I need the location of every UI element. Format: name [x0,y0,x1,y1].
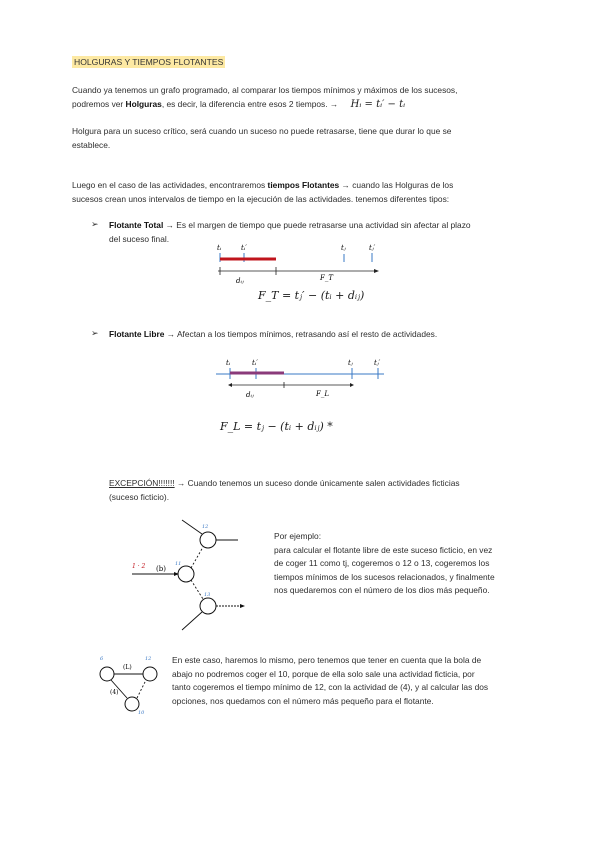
paragraph-line: sucesos crean unos intervalos de tiempo en la ejecución de las actividades. tenemos diferentes tipos: [72,193,450,204]
label-node-11: 11 [175,561,182,567]
paragraph-line [72,98,532,112]
paragraph-line [109,328,529,342]
label-activity-L: (L) [123,664,132,671]
label-dij: dᵢⱼ [246,391,254,399]
paragraph-line: tanto cogeremos el tiempo mínimo de 12, con la actividad de (4), y al calcular las dos [172,682,489,692]
dummy-edge [137,680,146,698]
label-ft: F_T [320,274,334,282]
case-diagram [98,652,168,714]
bold-term: Holguras [125,98,162,109]
bold-term: tiempos Flotantes [267,180,340,190]
paragraph-line: Holgura para un suceso crítico, será cuando un suceso no puede retrasarse, tiene que durar lo que se [72,126,452,136]
bullet-arrow-icon: ➢ [91,328,99,338]
exception-paragraph [109,477,529,504]
text-span: podremos ver [72,98,126,109]
node-bottom [125,697,139,711]
flotante-total-formula: F_T = tⱼ′ − (tᵢ + dᵢⱼ) [258,289,365,302]
edge-out-13-arrowhead [240,604,245,608]
dummy-edge-up [191,547,203,568]
label-tj: tⱼ [348,359,353,367]
node-right [143,667,157,681]
text-span: → cuando las Holguras de los [339,180,454,190]
arrow-left [228,383,232,387]
label-ti-prime: tᵢ′ [241,244,247,252]
label-tj-prime: tⱼ′ [374,359,381,367]
label-activity-4: (4) [110,689,119,696]
paragraph-line: nos quedaremos con el número de los dios más pequeño. [274,585,490,595]
flotante-libre-diagram [216,356,388,404]
label-activity: (b) [156,565,166,573]
label-node-13: 13 [204,592,211,598]
label-tj: tⱼ [341,244,346,252]
suceso-ficticio-diagram [130,518,255,633]
paragraph-line: para calcular el flotante libre de este suceso ficticio, en vez [274,544,493,555]
bold-term: Flotante Libre [109,329,165,339]
text-span: → Cuando tenemos un suceso donde únicamente salen actividades ficticias [174,478,460,488]
text-span: , es decir, la diferencia entre esos 2 tiempos. → [161,98,339,109]
section-title: HOLGURAS Y TIEMPOS FLOTANTES [74,57,224,67]
node-left [100,667,114,681]
paragraph-line: (suceso ficticio). [109,491,170,502]
label-dij: dᵢⱼ [236,277,244,285]
flotante-total-diagram [214,240,384,290]
label-node-10: 10 [138,710,145,716]
bullet-arrow-icon: ➢ [91,219,99,229]
paragraph-critical [72,125,532,152]
axis-arrowhead [374,269,379,273]
flotante-libre-formula: F_L = tⱼ − (tᵢ + dᵢⱼ) * [220,420,333,433]
bold-term: Flotante Total [109,220,164,230]
text-span: Luego en el caso de las actividades, encontraremos [72,180,268,190]
paragraph-line: tiempos mínimos de los sucesos relacionados, y finalmente [274,571,495,582]
text-span: → Afectan a los tiempos mínimos, retrasando así el resto de actividades. [164,329,438,339]
label-ti: tᵢ [226,359,231,367]
holgura-formula: Hᵢ = tᵢ′ − tᵢ [350,98,406,110]
label-ti-prime: tᵢ′ [252,359,258,367]
label-ti: tᵢ [217,244,222,252]
paragraph-line: opciones, nos quedamos con el número más pequeño para el flotante. [172,695,434,706]
paragraph-flotantes [72,179,532,206]
node-11 [178,566,194,582]
label-left: 1 · 2 [132,563,146,570]
bullet-flotante-libre [109,328,529,342]
exception-label: EXCEPCIÓN!!!!!!! [109,478,175,488]
arrow-right [350,383,354,387]
edge-bottom-in [182,612,202,630]
paragraph-line: establece. [72,139,111,150]
node-12 [200,532,216,548]
label-node-12: 12 [202,524,209,530]
paragraph-line: del suceso final. [109,233,170,244]
paragraph-line: Por ejemplo: [274,531,322,541]
dummy-edge-down [191,580,203,599]
label-tj-prime: tⱼ′ [369,244,376,252]
paragraph-line: de coger 11 como tj, cogeremos o 12 o 13, cogeremos los [274,558,490,568]
label-node-6: 6 [100,656,104,662]
paragraph-line: Cuando ya tenemos un grafo programado, al comparar los tiempos mínimos y máximos de los sucesos, [72,85,458,95]
example-paragraph [274,530,518,598]
paragraph-line: En este caso, haremos lo mismo, pero tenemos que tener en cuenta que la bola de [172,655,482,665]
label-fl: F_L [316,390,330,398]
paragraph-line [109,219,529,233]
text-span: → Es el margen de tiempo que puede retrasarse una actividad sin afectar al plazo [163,220,471,230]
paragraph-holguras [72,84,532,111]
node-13 [200,598,216,614]
label-node-12: 12 [145,656,152,662]
paragraph-line: abajo no podremos coger el 10, porque de ella solo sale una actividad ficticia, por [172,668,475,679]
paragraph-line [72,179,532,193]
edge-top-in [182,520,202,534]
paragraph-line [109,477,529,491]
case-paragraph [172,654,518,708]
